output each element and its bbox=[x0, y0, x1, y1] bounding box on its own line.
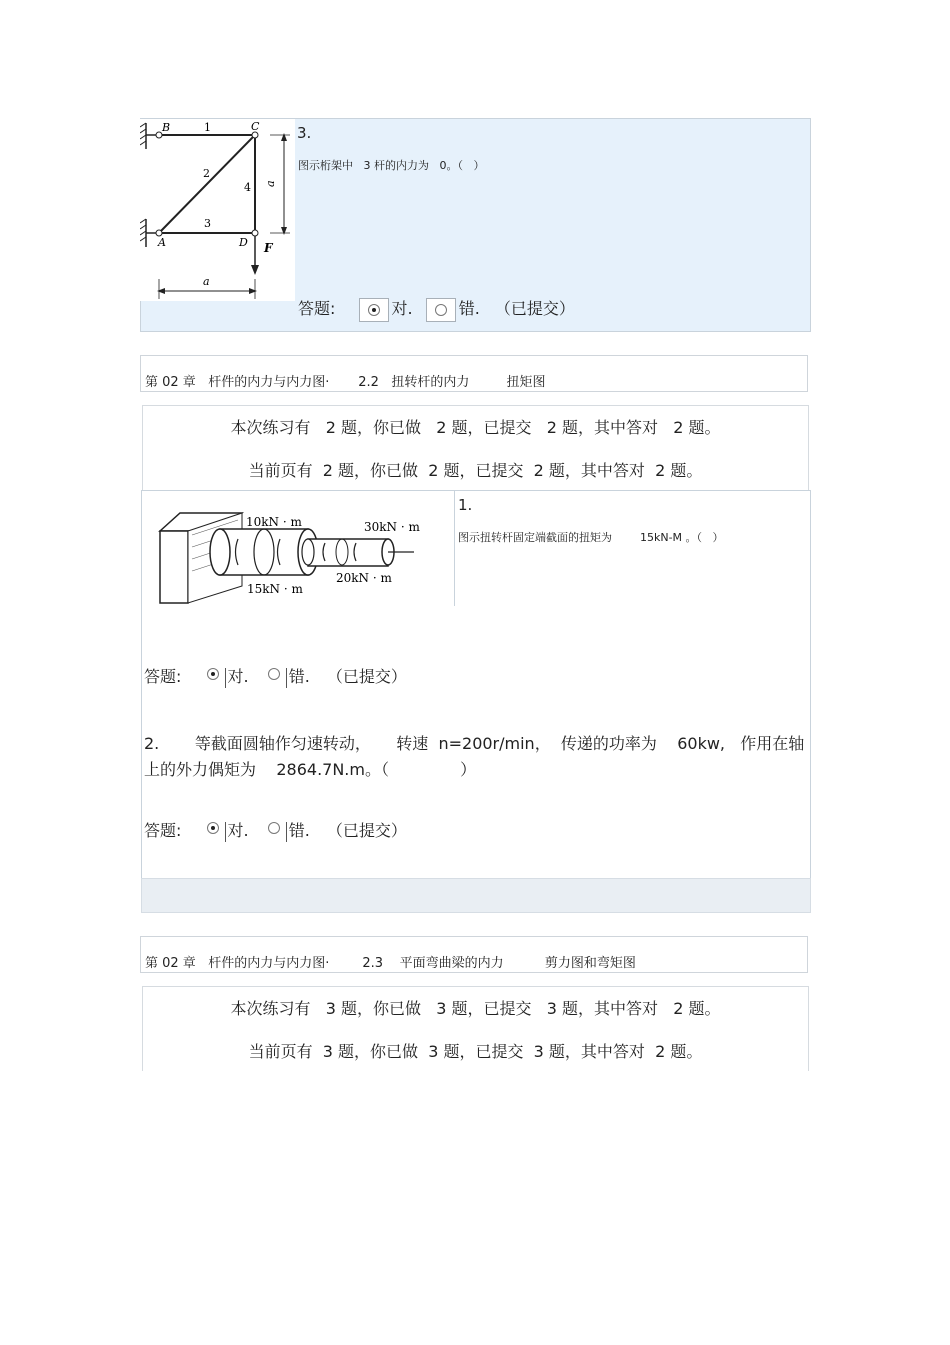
summary-box-2-2 bbox=[142, 405, 809, 491]
question-3-number: 3. bbox=[297, 124, 312, 142]
submitted-status: （已提交） bbox=[326, 821, 407, 840]
exercise-summary: 本次练习有 3 题，你已做 3 题，已提交 3 题，其中答对 2 题。 bbox=[230, 999, 721, 1018]
label-c: C bbox=[251, 120, 260, 133]
false-label: 错. bbox=[458, 299, 480, 318]
submitted-status: （已提交） bbox=[494, 299, 575, 318]
torsion-figure bbox=[142, 491, 452, 606]
label-d: D bbox=[239, 236, 248, 249]
truss-figure bbox=[140, 119, 295, 301]
label-a: A bbox=[158, 236, 166, 249]
label-f: F bbox=[264, 241, 273, 255]
summary-box-2-3 bbox=[142, 986, 809, 1071]
true-radio[interactable] bbox=[368, 304, 380, 316]
chapter-bar-2-2 bbox=[140, 355, 808, 392]
dim-a-vertical: a bbox=[264, 180, 277, 187]
question-1-number: 1. bbox=[458, 496, 473, 514]
chapter-title: 第 02 章 杆件的内力与内力图· 2.3 平面弯曲梁的内力 剪力图和弯矩图 bbox=[145, 956, 636, 971]
question-2-text-line1: 2. 等截面圆轴作匀速转动， 转速 n=200r/min， 传递的功率为 60kw, 作用在轴 bbox=[144, 734, 805, 753]
chapter-bar-2-3 bbox=[140, 936, 808, 973]
member-4-label: 4 bbox=[244, 181, 251, 194]
true-label: 对. bbox=[391, 299, 413, 318]
answer-label: 答题: bbox=[298, 299, 336, 318]
false-label: 错. bbox=[288, 667, 310, 686]
question-3-answer-row bbox=[298, 296, 575, 322]
true-radio-frame[interactable] bbox=[359, 298, 389, 322]
answer-label: 答题: bbox=[144, 667, 182, 686]
question-1-answer-row bbox=[144, 664, 407, 688]
question-2-answer-row bbox=[144, 818, 407, 842]
member-3-label: 3 bbox=[204, 217, 211, 230]
torque-10: 10kN · m bbox=[246, 515, 302, 529]
divider bbox=[286, 668, 287, 688]
member-1-label: 1 bbox=[204, 121, 211, 134]
true-label: 对. bbox=[227, 821, 249, 840]
page-summary: 当前页有 2 题，你已做 2 题，已提交 2 题，其中答对 2 题。 bbox=[248, 461, 703, 480]
chapter-title: 第 02 章 杆件的内力与内力图· 2.2 扭转杆的内力 扭矩图 bbox=[145, 375, 546, 390]
false-label: 错. bbox=[288, 821, 310, 840]
false-radio[interactable] bbox=[268, 822, 280, 834]
exercise-summary: 本次练习有 2 题，你已做 2 题，已提交 2 题，其中答对 2 题。 bbox=[230, 418, 721, 437]
torque-15: 15kN · m bbox=[247, 582, 303, 596]
question-2-text-line2: 上的外力偶矩为 2864.7N.m。（ ） bbox=[144, 760, 477, 779]
true-label: 对. bbox=[227, 667, 249, 686]
question-3-text: 图示桁架中 3 杆的内力为 0。（ ） bbox=[298, 159, 485, 172]
divider bbox=[225, 668, 226, 688]
submitted-status: （已提交） bbox=[326, 667, 407, 686]
question-1-text: 图示扭转杆固定端截面的扭矩为 15kN-M 。（ ） bbox=[458, 531, 724, 544]
false-radio[interactable] bbox=[435, 304, 447, 316]
page-summary: 当前页有 3 题，你已做 3 题，已提交 3 题，其中答对 2 题。 bbox=[248, 1042, 703, 1061]
torque-30: 30kN · m bbox=[364, 520, 420, 534]
false-radio[interactable] bbox=[268, 668, 280, 680]
figure-divider bbox=[454, 491, 455, 606]
member-2-label: 2 bbox=[203, 167, 210, 180]
dim-a-horizontal: a bbox=[203, 275, 210, 288]
torque-20: 20kN · m bbox=[336, 571, 392, 585]
question-footer-strip bbox=[141, 878, 811, 913]
false-radio-frame[interactable] bbox=[426, 298, 456, 322]
label-b: B bbox=[162, 121, 171, 134]
true-radio[interactable] bbox=[207, 822, 219, 834]
divider bbox=[286, 822, 287, 842]
answer-label: 答题: bbox=[144, 821, 182, 840]
divider bbox=[225, 822, 226, 842]
true-radio[interactable] bbox=[207, 668, 219, 680]
